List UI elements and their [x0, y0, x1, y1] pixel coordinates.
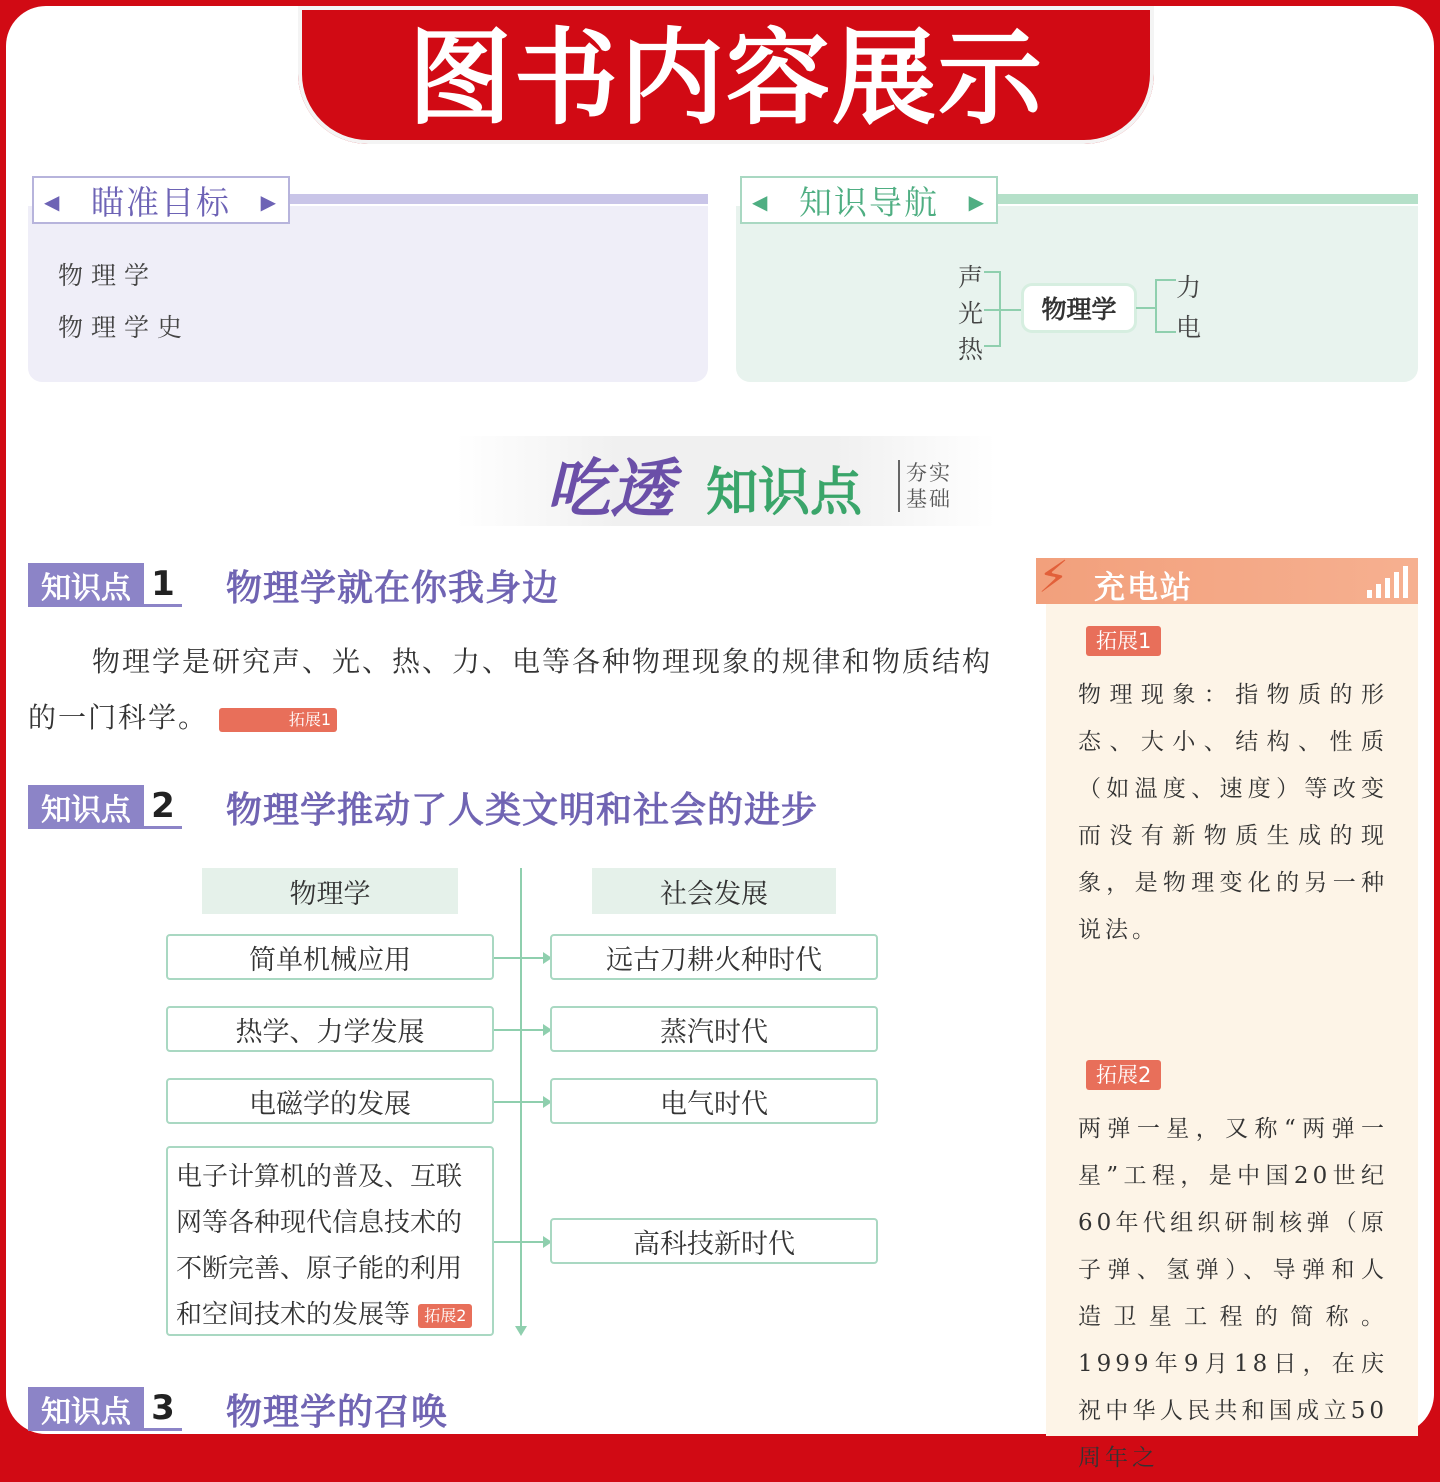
banner-title: 图书内容展示: [407, 17, 1044, 139]
sidebar-extension-label-1: 拓展1: [1086, 626, 1161, 656]
extension-link-1[interactable]: 拓展1: [219, 708, 337, 732]
section-heading-subtitle: 夯实基础: [898, 460, 954, 512]
knowledge-point-heading: [28, 1386, 448, 1432]
knowledge-point-title: 物理学就在你我身边: [226, 567, 560, 609]
nav-right-item: 力: [1176, 273, 1202, 302]
knowledge-point-heading: [28, 784, 818, 830]
sidebar-extension-text-1: 物理现象：指物质的形态、大小、结构、性质（如温度、速度）等改变而没有新物质生成的现象，是物理变化的另一种说法。: [1078, 682, 1388, 943]
flowchart-society-box: 高科技新时代: [550, 1218, 878, 1264]
knowledge-point-tag: 知识点: [28, 785, 144, 829]
triangle-right-icon: ▶: [968, 190, 986, 214]
nav-center-node: 物理学: [1024, 286, 1134, 330]
knowledge-point-number: 3: [144, 1387, 182, 1431]
flowchart-arrow: [494, 1029, 550, 1031]
flowchart-physics-box-large: [166, 1146, 494, 1336]
flowchart-arrow: [494, 1241, 550, 1243]
nav-left-item: 光: [958, 299, 984, 328]
section-heading: [456, 436, 996, 526]
goals-panel-rule: [290, 194, 708, 204]
flowchart-arrow: [494, 957, 550, 959]
kp1-text: 物理学是研究声、光、热、力、电等各种物理现象的规律和物质结构的一门科学。: [28, 645, 993, 734]
knowledge-point-tag: 知识点: [28, 563, 144, 607]
flowchart-timeline: [520, 868, 522, 1332]
flowchart-society-box: 远古刀耕火种时代: [550, 934, 878, 980]
knowledge-point-number: 1: [144, 563, 182, 607]
sidebar-extension-text-2: 两弹一星，又称“两弹一星”工程，是中国20世纪60年代组织研制核弹（原子弹、氢弹）、导弹和人造卫星工程的简称。1999年9月18日，在庆祝中华人民共和国成立50周年之: [1078, 1116, 1388, 1471]
knowledge-point-title: 物理学的召唤: [226, 1391, 449, 1433]
flowchart-physics-box: 电磁学的发展: [166, 1078, 494, 1124]
nav-right-item: 电: [1176, 313, 1202, 342]
nav-right-bracket: [1134, 274, 1178, 338]
knowledge-point-body: [28, 634, 1018, 746]
signal-bars-icon: [1367, 566, 1408, 598]
extension-link-2[interactable]: 拓展2: [418, 1304, 472, 1328]
flowchart-physics-box: 简单机械应用: [166, 934, 494, 980]
flowchart-arrow: [494, 1101, 550, 1103]
lightning-icon: ⚡: [1038, 552, 1069, 603]
section-heading-script: 吃透: [546, 452, 674, 527]
sidebar-extension-label-2: 拓展2: [1086, 1060, 1161, 1090]
goals-panel-tab: [32, 176, 290, 224]
goals-panel: [28, 182, 708, 382]
knowledge-point-heading: [28, 562, 559, 608]
flowchart-physics-box: 热学、力学发展: [166, 1006, 494, 1052]
flowchart-large-text: 电子计算机的普及、互联网等各种现代信息技术的不断完善、原子能的利用和空间技术的发展等: [176, 1162, 463, 1330]
knowledge-point-title: 物理学推动了人类文明和社会的进步: [226, 789, 819, 831]
goal-item: 物理学史: [58, 313, 191, 342]
flowchart-society-box: 电气时代: [550, 1078, 878, 1124]
section-heading-title: 知识点: [706, 463, 863, 523]
flowchart-left-header: 物理学: [202, 868, 458, 914]
timeline-arrow-icon: [515, 1326, 527, 1336]
triangle-left-icon: ◀: [44, 190, 62, 214]
nav-left-bracket: [982, 268, 1026, 352]
nav-panel: [736, 182, 1418, 382]
nav-left-item: 热: [958, 335, 984, 364]
nav-panel-title: 知识导航: [799, 182, 939, 222]
sidebar-title: 充电站: [1094, 570, 1193, 606]
knowledge-point-tag: 知识点: [28, 1387, 144, 1431]
nav-left-item: 声: [958, 263, 984, 292]
banner: [298, 6, 1154, 144]
triangle-right-icon: ▶: [260, 190, 278, 214]
flowchart-right-header: 社会发展: [592, 868, 836, 914]
triangle-left-icon: ◀: [752, 190, 770, 214]
book-page: [6, 6, 1434, 1471]
knowledge-point-number: 2: [144, 785, 182, 829]
goal-item: 物理学: [58, 261, 158, 290]
flowchart-society-box: 蒸汽时代: [550, 1006, 878, 1052]
goals-panel-title: 瞄准目标: [91, 182, 231, 222]
nav-panel-tab: [740, 176, 998, 224]
nav-panel-rule: [998, 194, 1418, 204]
sidebar-header: [1036, 552, 1418, 606]
